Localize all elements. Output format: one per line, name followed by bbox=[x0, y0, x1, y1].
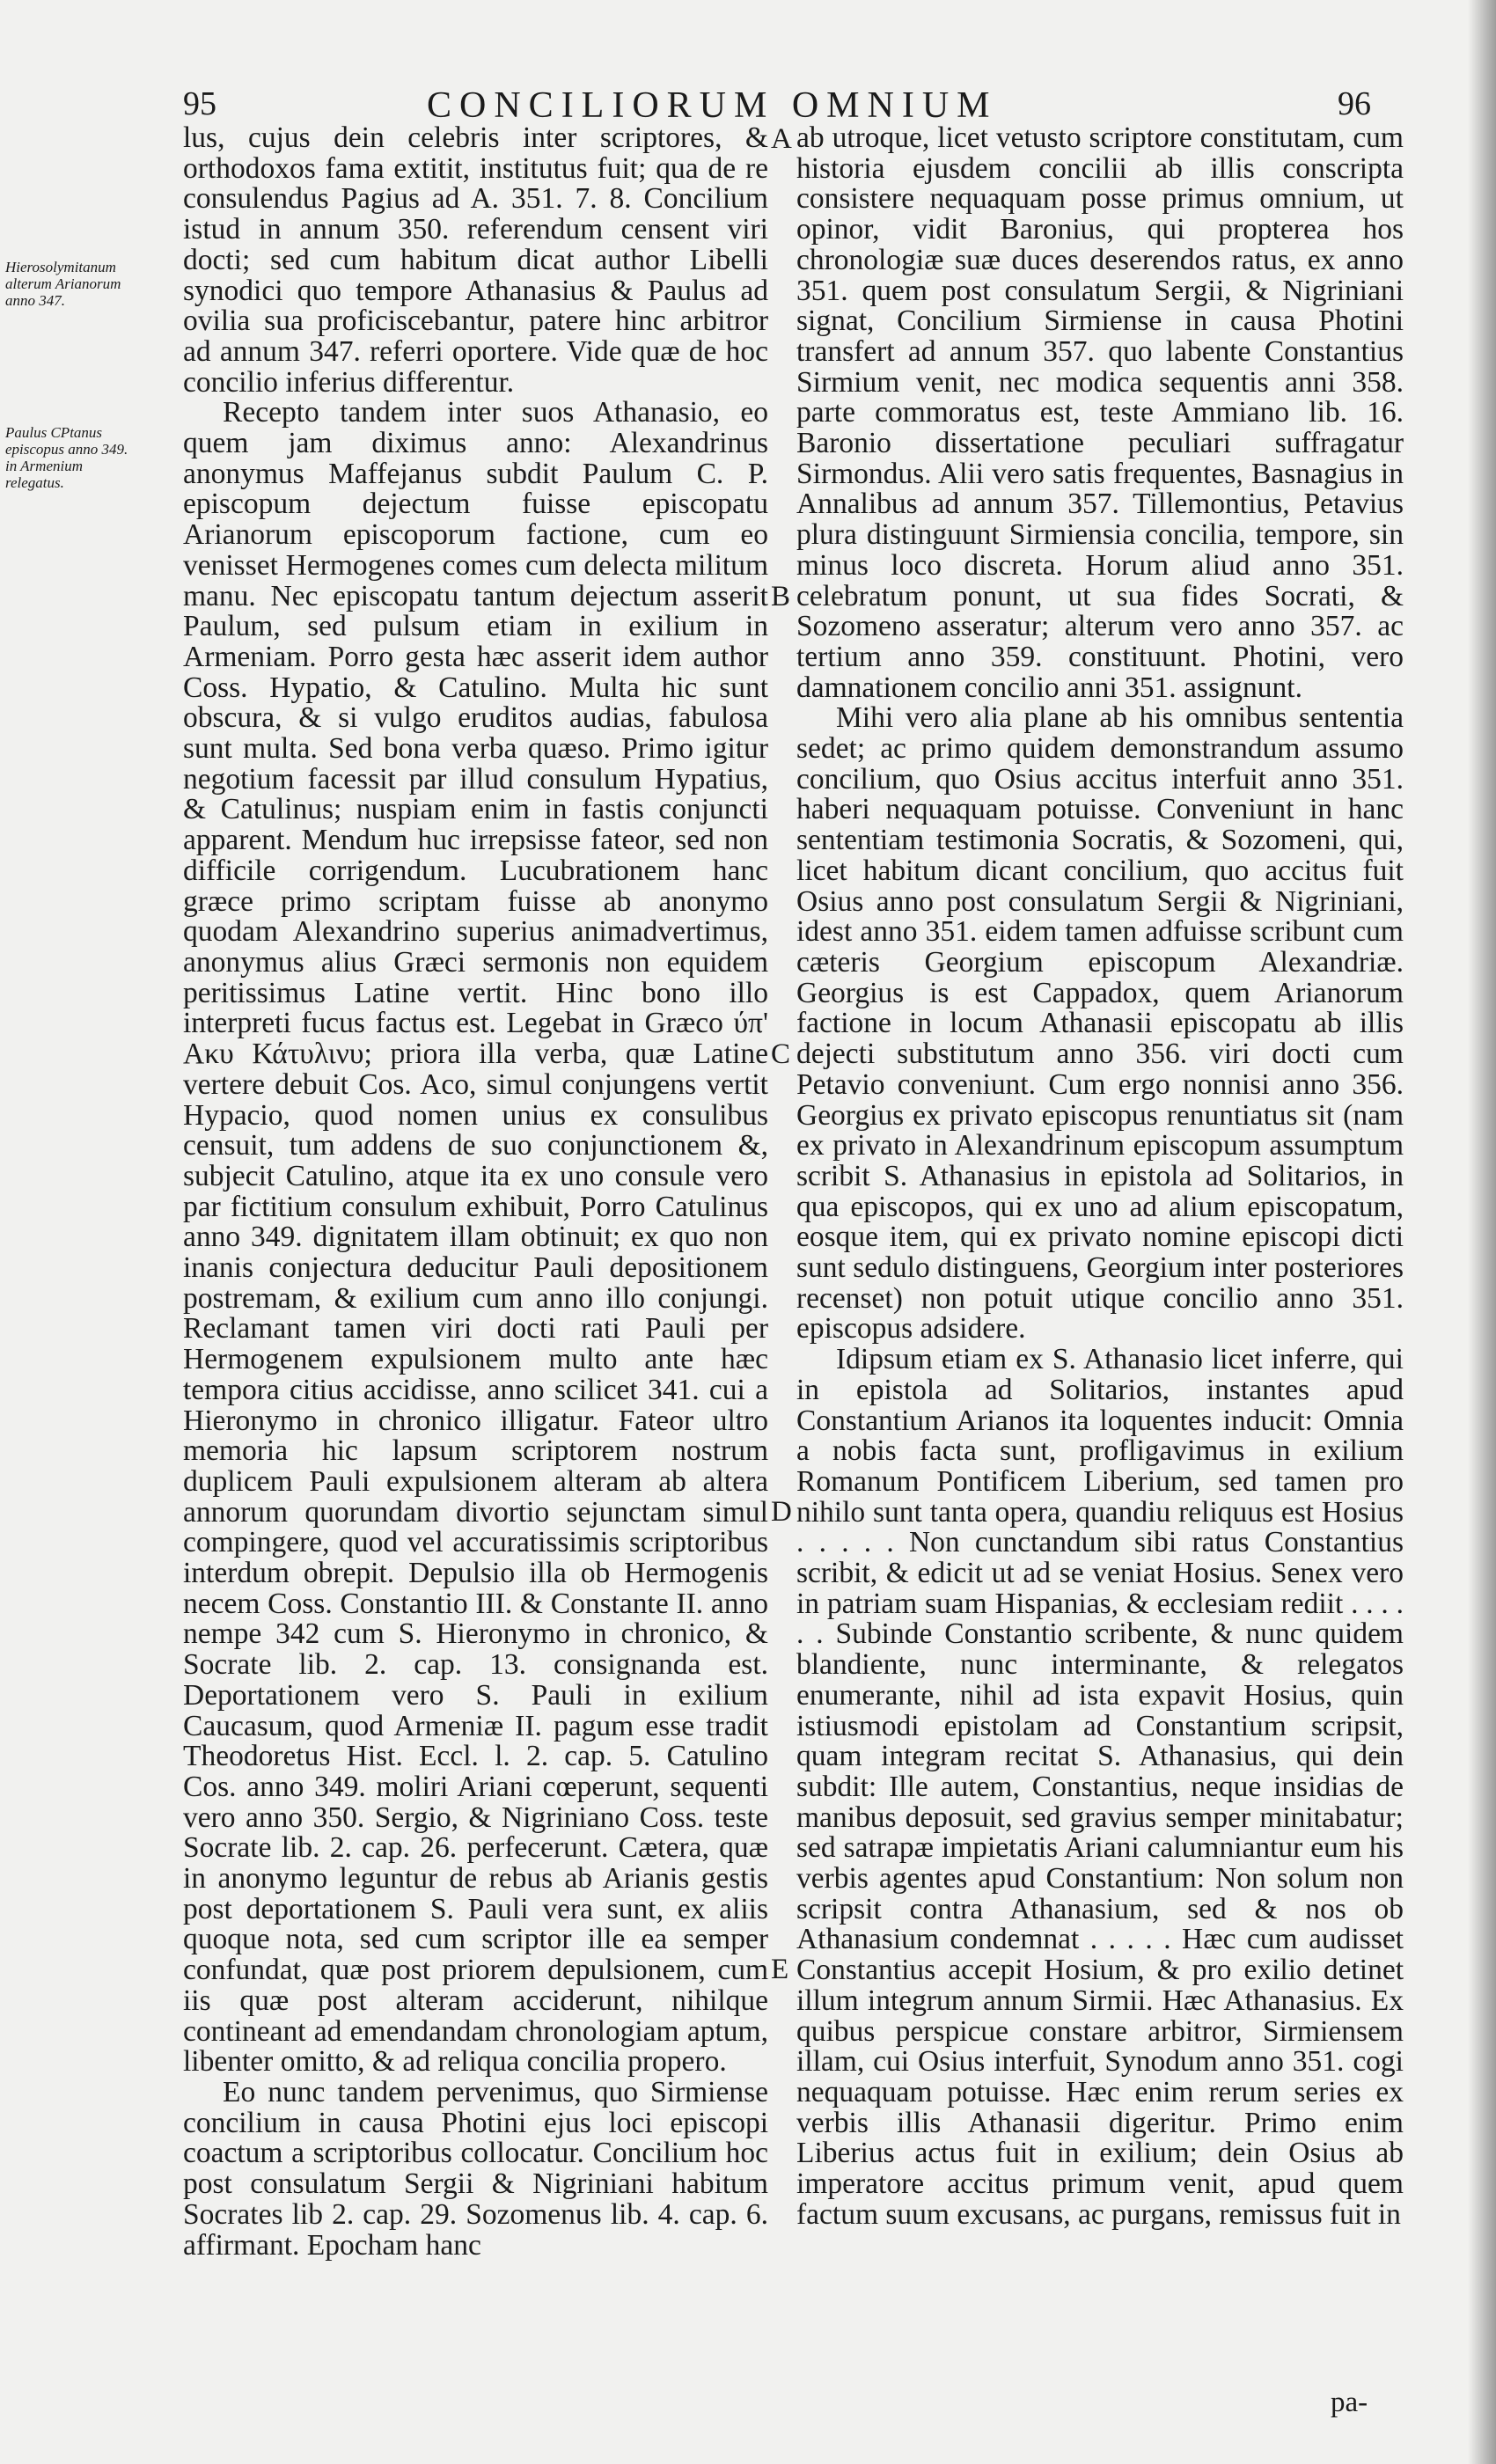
section-letter-c: C bbox=[771, 1038, 791, 1070]
running-title: CONCILIORUM OMNIUM bbox=[427, 85, 998, 126]
right-paragraph: ab utroque, licet vetusto scriptore constitutam, cum historia ejusdem concilii ab illis conscripta consistere nequaquam posse primus omnium, ut opinor, vidit Baronius, qui propterea hos chronologiæ suæ duces deserendos ratus, ex anno 351. quem post consulatum Sergii, & Nigriniani signat, Concilium Sirmiense in causa Photini transfert ad annum 357. quo labente Constantius Sirmium venit, nec modica sequentis anni 358. parte commoratus est, teste Ammiano lib. 16. Baronio dissertatione peculiari suffragatur Sirmondus. Alii vero satis frequentes, Basnagius in Annalibus ad annum 357. Tillemontius, Petavius plura distinguunt Sirmiensia concilia, tempore, sin minus loco discreta. Horum aliud anno 351. celebratum ponunt, ut sua fides Socrati, & Sozomeno asseratur; alterum vero anno 357. ac tertium anno 359. constituunt. Photini, vero damnationem concilio anni 351. assignunt. bbox=[796, 121, 1404, 704]
page-edge-shadow bbox=[1468, 0, 1496, 2464]
left-paragraph: lus, cujus dein celebris inter scriptores, & orthodoxos fama extitit, institutus fuit; qua de re consulendus Pagius ad A. 351. 7. 8. Concilium istud in annum 350. referendum censent viri docti; sed cum habitum dicat author Libelli synodici quo tempore Athanasius & Paulus ad ovilia sua proficiscebantur, patere hinc arbitror ad annum 347. referri oportere. Vide quæ de hoc concilio inferius differentur. bbox=[183, 121, 768, 399]
left-paragraph: Recepto tandem inter suos Athanasio, eo quem jam diximus anno: Alexandrinus anonymus Maffejanus subdit Paulum C. P. episcopum dejectum fuisse episcopatu Arianorum episcoporum factione, cum eo venisset Hermogenes comes cum delecta militum manu. Nec episcopatu tantum dejectum asserit Paulum, sed pulsum etiam in exilium in Armeniam. Porro gesta hæc asserit idem author Coss. Hypatio, & Catulino. Multa hic sunt obscura, & si vulgo eruditos audias, fabulosa sunt multa. Sed bona verba quæso. Primo igitur negotium facessit par illud consulum Hypatius, & Catulinus; nuspiam enim in fastis conjuncti apparent. Mendum huc irrepsisse fateor, sed non difficile corrigendum. Lucubrationem hanc græce primo scriptam fuisse ab anonymo quodam Alexandrino superius animadvertimus, anonymus alius Græci sermonis non equidem peritissimus Latine vertit. Hinc bono illo interpreti fucus factus est. Legebat in Græco ύπ' Ακυ Κάτυλινυ; priora illa verba, quæ Latine vertere debuit Cos. Aco, simul conjungens vertit Hypacio, quod nomen unius ex consulibus censuit, tum addens de suo conjunctionem &, subjecit Catulino, atque ita ex uno consule vero par fictitium consulum exhibuit, Porro Catulinus anno 349. dignitatem illam obtinuit; ex quo non inanis conjectura deducitur Pauli depositionem postremam, & exilium cum anno illo conjungi. Reclamant tamen viri docti rati Pauli per Hermogenem expulsionem multo ante hæc tempora citius accidisse, anno scilicet 341. cui a Hieronymo in chronico illigatur. Fateor ultro memoria hic lapsum scriptorem nostrum duplicem Pauli expulsionem alteram ab altera annorum quorundam divortio sejunctam simul compingere, quod vel accuratissimis scriptoribus interdum obrepit. Depulsio illa ob Hermogenis necem Coss. Constantio III. & Constante II. anno nempe 342 cum S. Hieronymo in chronico, & Socrate lib. 2. cap. 13. consignanda est. Deportationem vero S. Pauli in exilium Caucasum, quod Armeniæ II. pagum esse tradit Theodoretus Hist. Eccl. l. 2. cap. 5. Catulino Cos. anno 349. moliri Ariani cœperunt, sequenti vero anno 350. Sergio, & Nigriniano Coss. teste Socrate lib. 2. cap. 26. perfecerunt. Cætera, quæ in anonymo leguntur de rebus ab Arianis gestis post deportationem S. Pauli vera sunt, ex aliis quoque nota, sed cum scriptor ille ea semper confundat, quæ post priorem depulsionem, cum iis quæ post alteram acciderunt, nihilque contineant ad emendandam chronologiam aptum, libenter omitto, & ad reliqua concilia propero. bbox=[183, 396, 768, 2079]
right-paragraph: Idipsum etiam ex S. Athanasio licet inferre, qui in epistola ad Solitarios, instantes apud Constantium Arianos ita loquentes inducit: Omnia a nobis facta sunt, profligavimus in exilium Romanum Pontificem Liberium, sed tamen pro nihilo sunt tanta opera, quandiu reliquus est Hosius . . . . . Non cunctandum sibi ratus Constantius scribit, & edicit ut ad se veniat Hosius. Senex vero in patriam suam Hispanias, & ecclesiam rediit . . . . . . Subinde Constantio scribente, & nunc quidem blandiente, nunc interminante, & relegatos enumerante, nihil ad ista expavit Hosius, quin istiusmodi epistolam ad Constantium scripsit, quam integram recitat S. Athanasius, qui dein subdit: Ille autem, Constantius, neque insidias de manibus deposuit, sed gravius semper minitabatur; sed satrapæ impietatis Ariani calumniantur eum his verbis agentes apud Constantium: Non solum non scripsit contra Athanasium, sed & nos ob Athanasium condemnat . . . . . Hæc cum audisset Constantius accepit Hosium, & pro exilio detinet illum integrum annum Sirmii. Hæc Athanasius. Ex quibus perspicue constare arbitror, Sirmiensem illam, cui Osius interfuit, Synodum anno 351. cogi nequaquam potuisse. Hæc enim rerum series ex verbis illis Athanasii digeritur. Primo enim Liberius actus fuit in exilium; dein Osius ab imperatore accitus primum venit, apud quem factum suum excusans, ac purgans, remissus fuit in bbox=[796, 1343, 1404, 2231]
page-number-right: 96 bbox=[1338, 85, 1371, 122]
right-column bbox=[796, 123, 1404, 2231]
section-letter-b: B bbox=[771, 581, 791, 612]
margin-note-paulus-exile: Paulus CPtanus episcopus anno 349. in Armenium relegatus. bbox=[5, 424, 128, 491]
page-number-left: 95 bbox=[183, 85, 216, 122]
margin-note-jerusalem-council: Hierosolymitanum alterum Arianorum anno 347. bbox=[5, 259, 121, 309]
right-paragraph: Mihi vero alia plane ab his omnibus sententia sedet; ac primo quidem demonstrandum assumo concilium, quo Osius accitus interfuit anno 351. haberi nequaquam potuisse. Conveniunt in hanc sententiam testimonia Socratis, & Sozomeni, qui, licet habitum dicant concilium, quo accitus fuit Osius anno post consulatum Sergii & Nigriniani, idest anno 351. eidem tamen adfuisse scribunt cum cæteris Georgium episcopum Alexandriæ. Georgius is est Cappadox, quem Arianorum factione in locum Athanasii episcopatu ab illis dejecti substitutum anno 356. viri docti cum Petavio conveniunt. Cum ergo nonnisi anno 356. Georgius ex privato episcopus renuntiatus sit (nam ex privato in Alexandrinum episcopum assumptum scribit S. Athanasius in epistola ad Solitarios, in qua episcopos, qui ex uno ad alium episcopatum, eosque item, qui ex privato nomine episcopi dicti sunt sedulo distinguens, Georgium inter posteriores recenset) non potuit utique concilio anno 351. episcopus adsidere. bbox=[796, 701, 1404, 1346]
left-column bbox=[183, 123, 768, 2261]
section-letter-d: D bbox=[771, 1496, 792, 1528]
section-letter-e: E bbox=[771, 1954, 789, 1985]
left-paragraph: Eo nunc tandem pervenimus, quo Sirmiense concilium in causa Photini ejus loci episcopi coactum a scriptoribus collocatur. Concilium hoc post consulatum Sergii & Nigriniani habitum Socrates lib 2. cap. 29. Sozomenus lib. 4. cap. 6. affirmant. Epocham hanc bbox=[183, 2076, 768, 2262]
section-letter-a: A bbox=[771, 123, 792, 155]
catchword: pa- bbox=[1331, 2387, 1368, 2418]
